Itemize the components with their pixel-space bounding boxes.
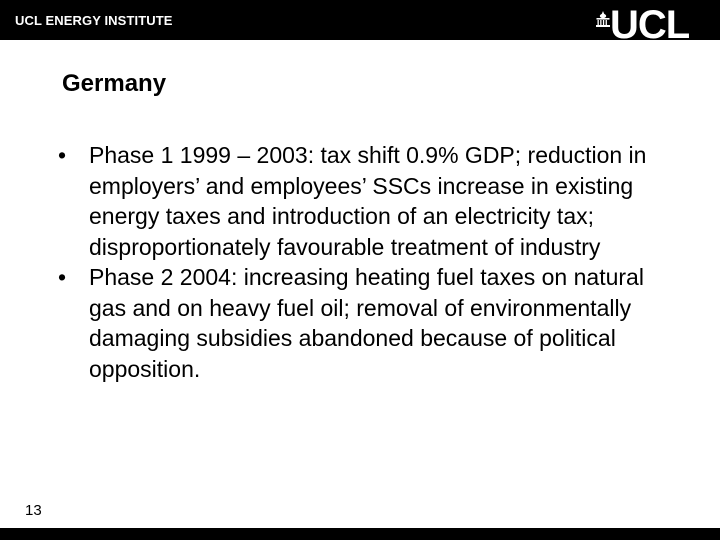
ucl-logo [596,3,704,47]
bullet-item-phase-2 [58,262,678,384]
ucl-portico-icon [596,11,610,27]
header-bar [0,0,720,47]
bullet-list [58,140,678,384]
slide-title: Germany [62,70,167,97]
footer-bar [0,528,720,540]
bullet-text: Phase 1 1999 – 2003: tax shift 0.9% GDP; reduction in employers’ and employees’ SSCs increase in existing energy taxes and introduction of an electricity tax; disproportionately favourable treatment of industry [89,142,647,260]
bullet-text: Phase 2 2004: increasing heating fuel taxes on natural gas and on heavy fuel oil; removal of environmentally damaging subsidies abandoned because of political opposition. [89,264,644,382]
bullet-marker: • [58,264,67,290]
bullet-item-phase-1 [58,140,678,262]
institute-label: UCL ENERGY INSTITUTE [15,13,173,28]
ucl-logo-text: UCL [610,3,690,47]
page-number: 13 [25,502,42,519]
bullet-marker: • [58,142,67,168]
